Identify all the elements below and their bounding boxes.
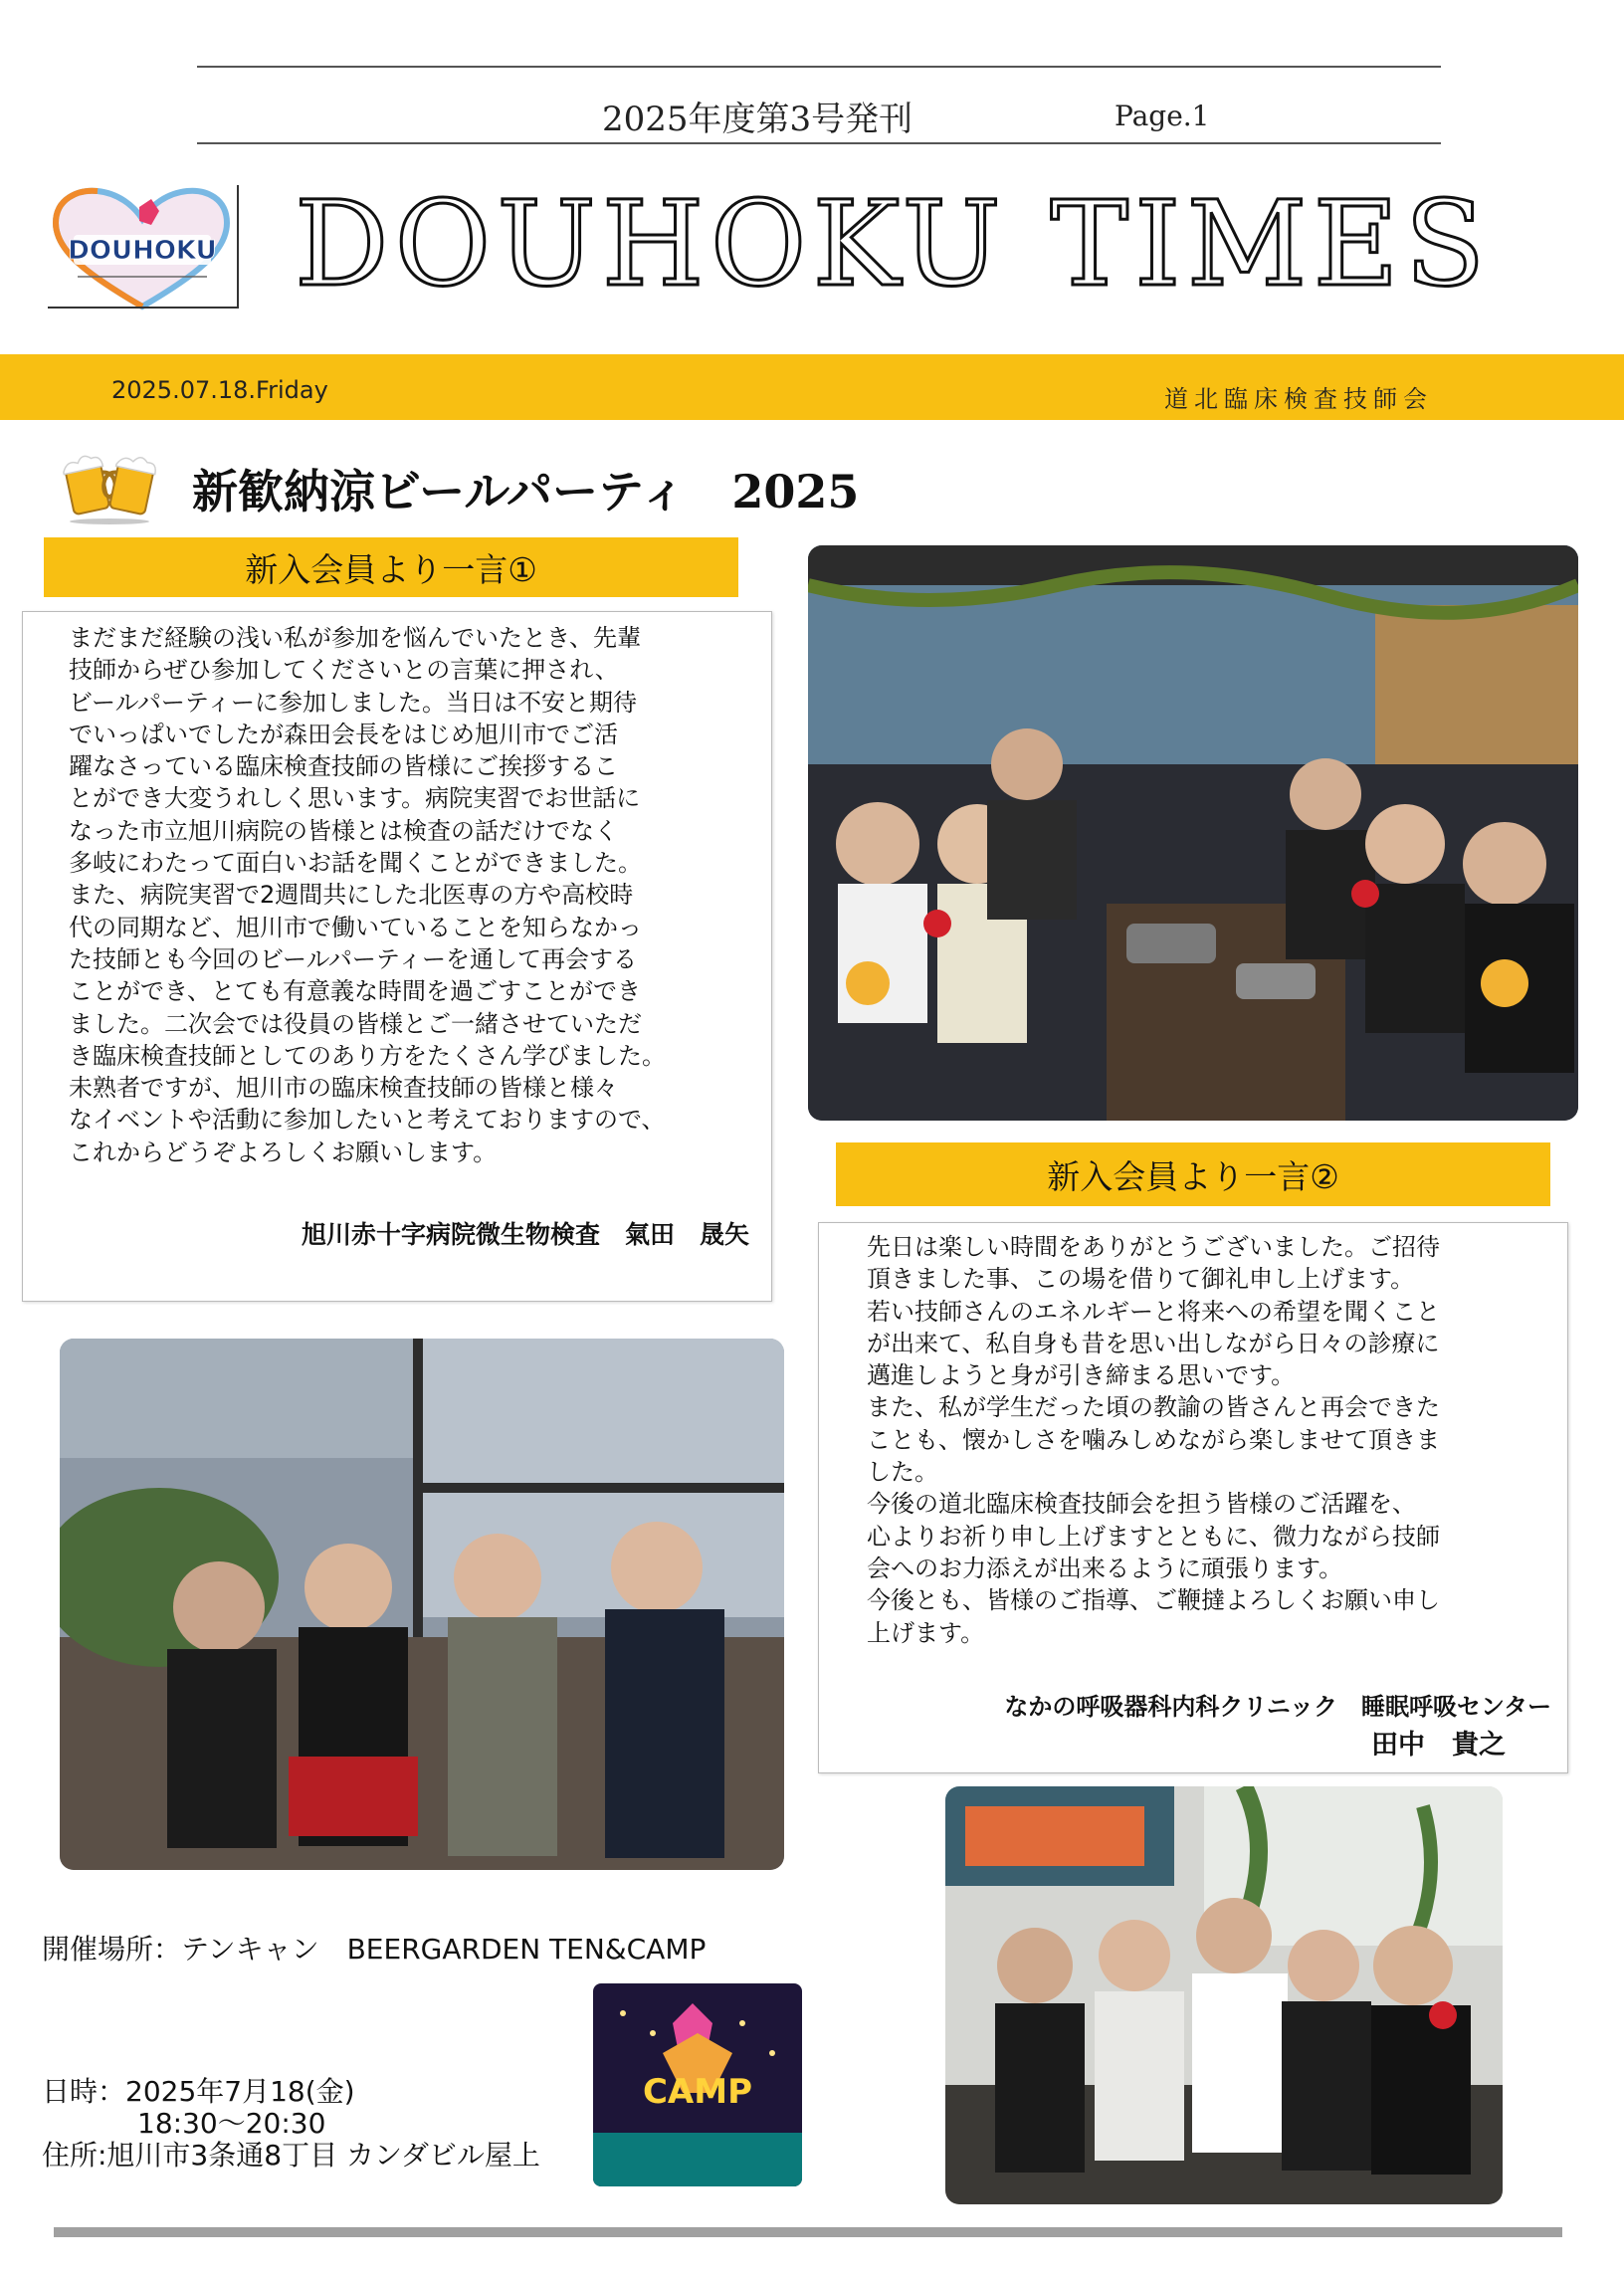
section2-body <box>867 1231 1440 1649</box>
section2-line: 上げます。 <box>867 1618 985 1647</box>
section1-line: 躍なさっている臨床検査技師の皆様にご挨拶するこ <box>69 752 618 781</box>
section2-line: また、私が学生だった頃の教諭の皆さんと再会できた <box>867 1393 1440 1422</box>
party-photo-five <box>945 1786 1503 2204</box>
section2-line: 会へのお力添えが出来るように頑張ります。 <box>867 1554 1343 1582</box>
section1-line: でいっぱいでしたが森田会長をはじめ旭川市でご活 <box>69 720 618 748</box>
section2-line: した。 <box>867 1458 938 1487</box>
party-photo-group <box>808 545 1578 1121</box>
section2-line: 今後の道北臨床検査技師会を担う皆様のご活躍を、 <box>867 1490 1416 1519</box>
section2-line: が出来て、私自身も昔を思い出しながら日々の診療に <box>867 1329 1440 1357</box>
section2-line: 頂きました事、この場を借りて御礼申し上げます。 <box>867 1265 1415 1294</box>
section2-signature-name: 田中 貴之 <box>1371 1730 1506 1761</box>
section2-line: ことも、懐かしさを噛みしめながら楽しませて頂きま <box>867 1425 1440 1454</box>
section1-line: き臨床検査技師としてのあり方をたくさん学びました。 <box>69 1041 666 1070</box>
section1-line: とができ大変うれしく思います。病院実習でお世話に <box>69 784 641 813</box>
logo-underline <box>48 307 239 309</box>
page-number: Page.1 <box>1115 100 1210 132</box>
masthead-title: DOUHOKU TIMES <box>295 175 1492 312</box>
date-time-label: 日時：2025年7月18(金) <box>42 2075 355 2108</box>
logo-divider <box>237 185 239 309</box>
beer-toast-icon <box>58 444 161 525</box>
logo-text: DOUHOKU <box>68 236 217 266</box>
venue-photo <box>593 1983 802 2186</box>
association-name: 道北臨床検査技師会 <box>1164 385 1433 413</box>
section1-line: ました。二次会では役員の皆様とご一緒させていただ <box>69 1009 642 1038</box>
section1-line: 未熟者ですが、旭川市の臨床検査技師の皆様と様々 <box>69 1074 618 1103</box>
section2-line: 先日は楽しい時間をありがとうございました。ご招待 <box>867 1233 1440 1261</box>
section1-line: 代の同期など、旭川市で働いていることを知らなかっ <box>69 913 642 941</box>
issue-rule <box>197 142 1441 144</box>
venue-sign: CAMP <box>642 2072 753 2112</box>
address-label: 住所:旭川市3条通8丁目 カンダビル屋上 <box>42 2139 540 2172</box>
section2-heading: 新入会員より一言② <box>836 1142 1550 1206</box>
venue-label: 開催場所：テンキャン BEERGARDEN TEN&CAMP <box>42 1933 707 1966</box>
section1-body <box>69 622 666 1168</box>
section1-signature: 旭川赤十字病院微生物検査 氣田 晟矢 <box>301 1220 749 1249</box>
section2-line: 今後とも、皆様のご指導、ご鞭撻よろしくお願い申し <box>867 1586 1440 1615</box>
section1-line: 多岐にわたって面白いお話を聞くことができました。 <box>69 849 642 878</box>
bottom-rule <box>54 2227 1562 2237</box>
section2-line: 心よりお祈り申し上げますとともに、微力ながら技師 <box>867 1522 1440 1551</box>
issue-date: 2025.07.18.Friday <box>111 376 328 404</box>
issue-label: 2025年度第3号発刊 <box>602 100 914 139</box>
section1-line: これからどうぞよろしくお願いします。 <box>69 1138 498 1166</box>
section2-line: 若い技師さんのエネルギーと将来への希望を聞くこと <box>867 1297 1440 1326</box>
section1-line: なイベントや活動に参加したいと考えておりますので、 <box>69 1106 666 1135</box>
time-label: 18:30～20:30 <box>137 2107 326 2140</box>
section2-signature-org: なかの呼吸器科内科クリニック 睡眠呼吸センター <box>1004 1693 1551 1721</box>
section1-line: 技師からぜひ参加してくださいとの言葉に押され、 <box>69 656 619 685</box>
douhoku-logo <box>48 185 237 314</box>
event-title: 新歓納涼ビールパーティ 2025 <box>192 465 860 518</box>
party-photo-four <box>60 1339 784 1870</box>
section1-box <box>22 611 772 1302</box>
section1-heading: 新入会員より一言① <box>44 537 738 597</box>
section1-line: また、病院実習で2週間共にした北医専の方や高校時 <box>69 881 634 910</box>
section1-line: た技師とも今回のビールパーティーを通して再会する <box>69 944 637 973</box>
section1-line: まだまだ経験の浅い私が参加を悩んでいたとき、先輩 <box>69 624 642 652</box>
section1-line: なった市立旭川病院の皆様とは検査の話だけでなく <box>69 816 618 845</box>
section1-line: ことができ、とても有意義な時間を過ごすことができ <box>69 977 642 1006</box>
section2-line: 邁進しようと身が引き締まる思いです。 <box>867 1361 1296 1390</box>
top-rule <box>197 66 1441 68</box>
section2-box <box>818 1222 1568 1773</box>
section1-line: ビールパーティーに参加しました。当日は不安と期待 <box>69 688 637 717</box>
